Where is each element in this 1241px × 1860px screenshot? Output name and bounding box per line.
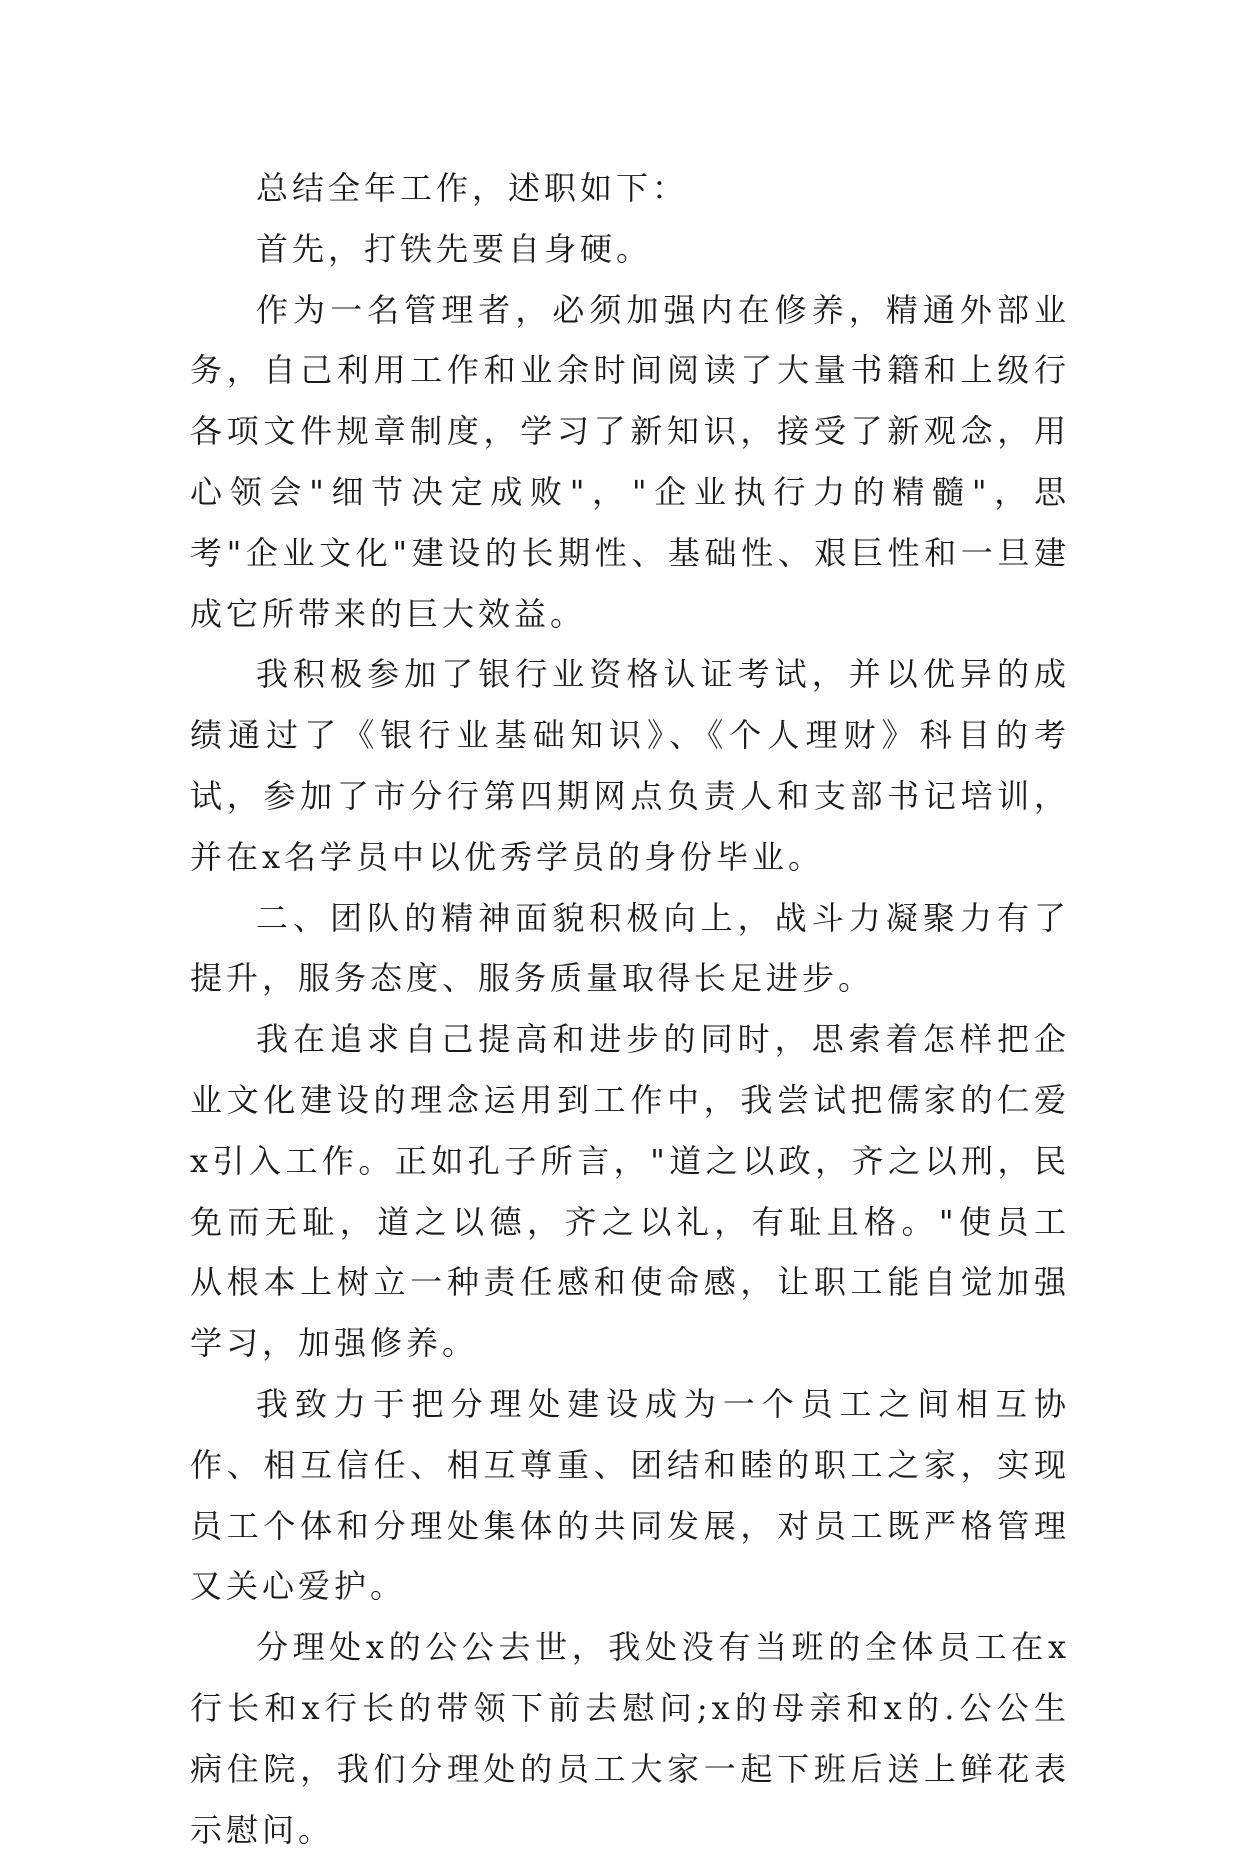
paragraph-summary-intro: 总结全年工作，述职如下： [256,169,689,207]
paragraph-certification: 我积极参加了银行业资格认证考试，并以优异的成绩通过了《银行业基础知识》、《个人理财》科目的考试，参加了市分行第四期网点负责人和支部书记培训，并在x名学员中以优秀学员的身份毕业。 [190,655,1070,876]
paragraph-self-improvement: 作为一名管理者，必须加强内在修养，精通外部业务，自己利用工作和业余时间阅读了大量书籍和上级行各项文件规章制度，学习了新知识，接受了新观念，用心领会"细节决定成败"，"企业执行力的精髓"，思考"企业文化"建设的长期性、基础性、艰巨性和一旦建成它所带来的巨大效益。 [190,290,1070,633]
paragraph-staff-home: 我致力于把分理处建设成为一个员工之间相互协作、相互信任、相互尊重、团结和睦的职工之家，实现员工个体和分理处集体的共同发展，对员工既严格管理又关心爱护。 [190,1384,1070,1606]
paragraph-first-point: 首先，打铁先要自身硬。 [256,229,653,268]
document-body [190,158,1070,1860]
paragraph-team-spirit: 二、团队的精神面貌积极向上，战斗力凝聚力有了提升，服务态度、服务质量取得长足进步。 [190,898,1070,998]
paragraph-corporate-culture: 我在追求自己提高和进步的同时，思索着怎样把企业文化建设的理念运用到工作中，我尝试把儒家的仁爱x引入工作。正如孔子所言，"道之以政，齐之以刑，民免而无耻，道之以德，齐之以礼，有耻且格。"使员工从根本上树立一种责任感和使命感，让职工能自觉加强学习，加强修养。 [190,1020,1070,1363]
paragraph-condolence: 分理处x的公公去世，我处没有当班的全体员工在x行长和x行长的带领下前去慰问;x的母亲和x的.公公生病住院，我们分理处的员工大家一起下班后送上鲜花表示慰问。 [190,1628,1070,1849]
